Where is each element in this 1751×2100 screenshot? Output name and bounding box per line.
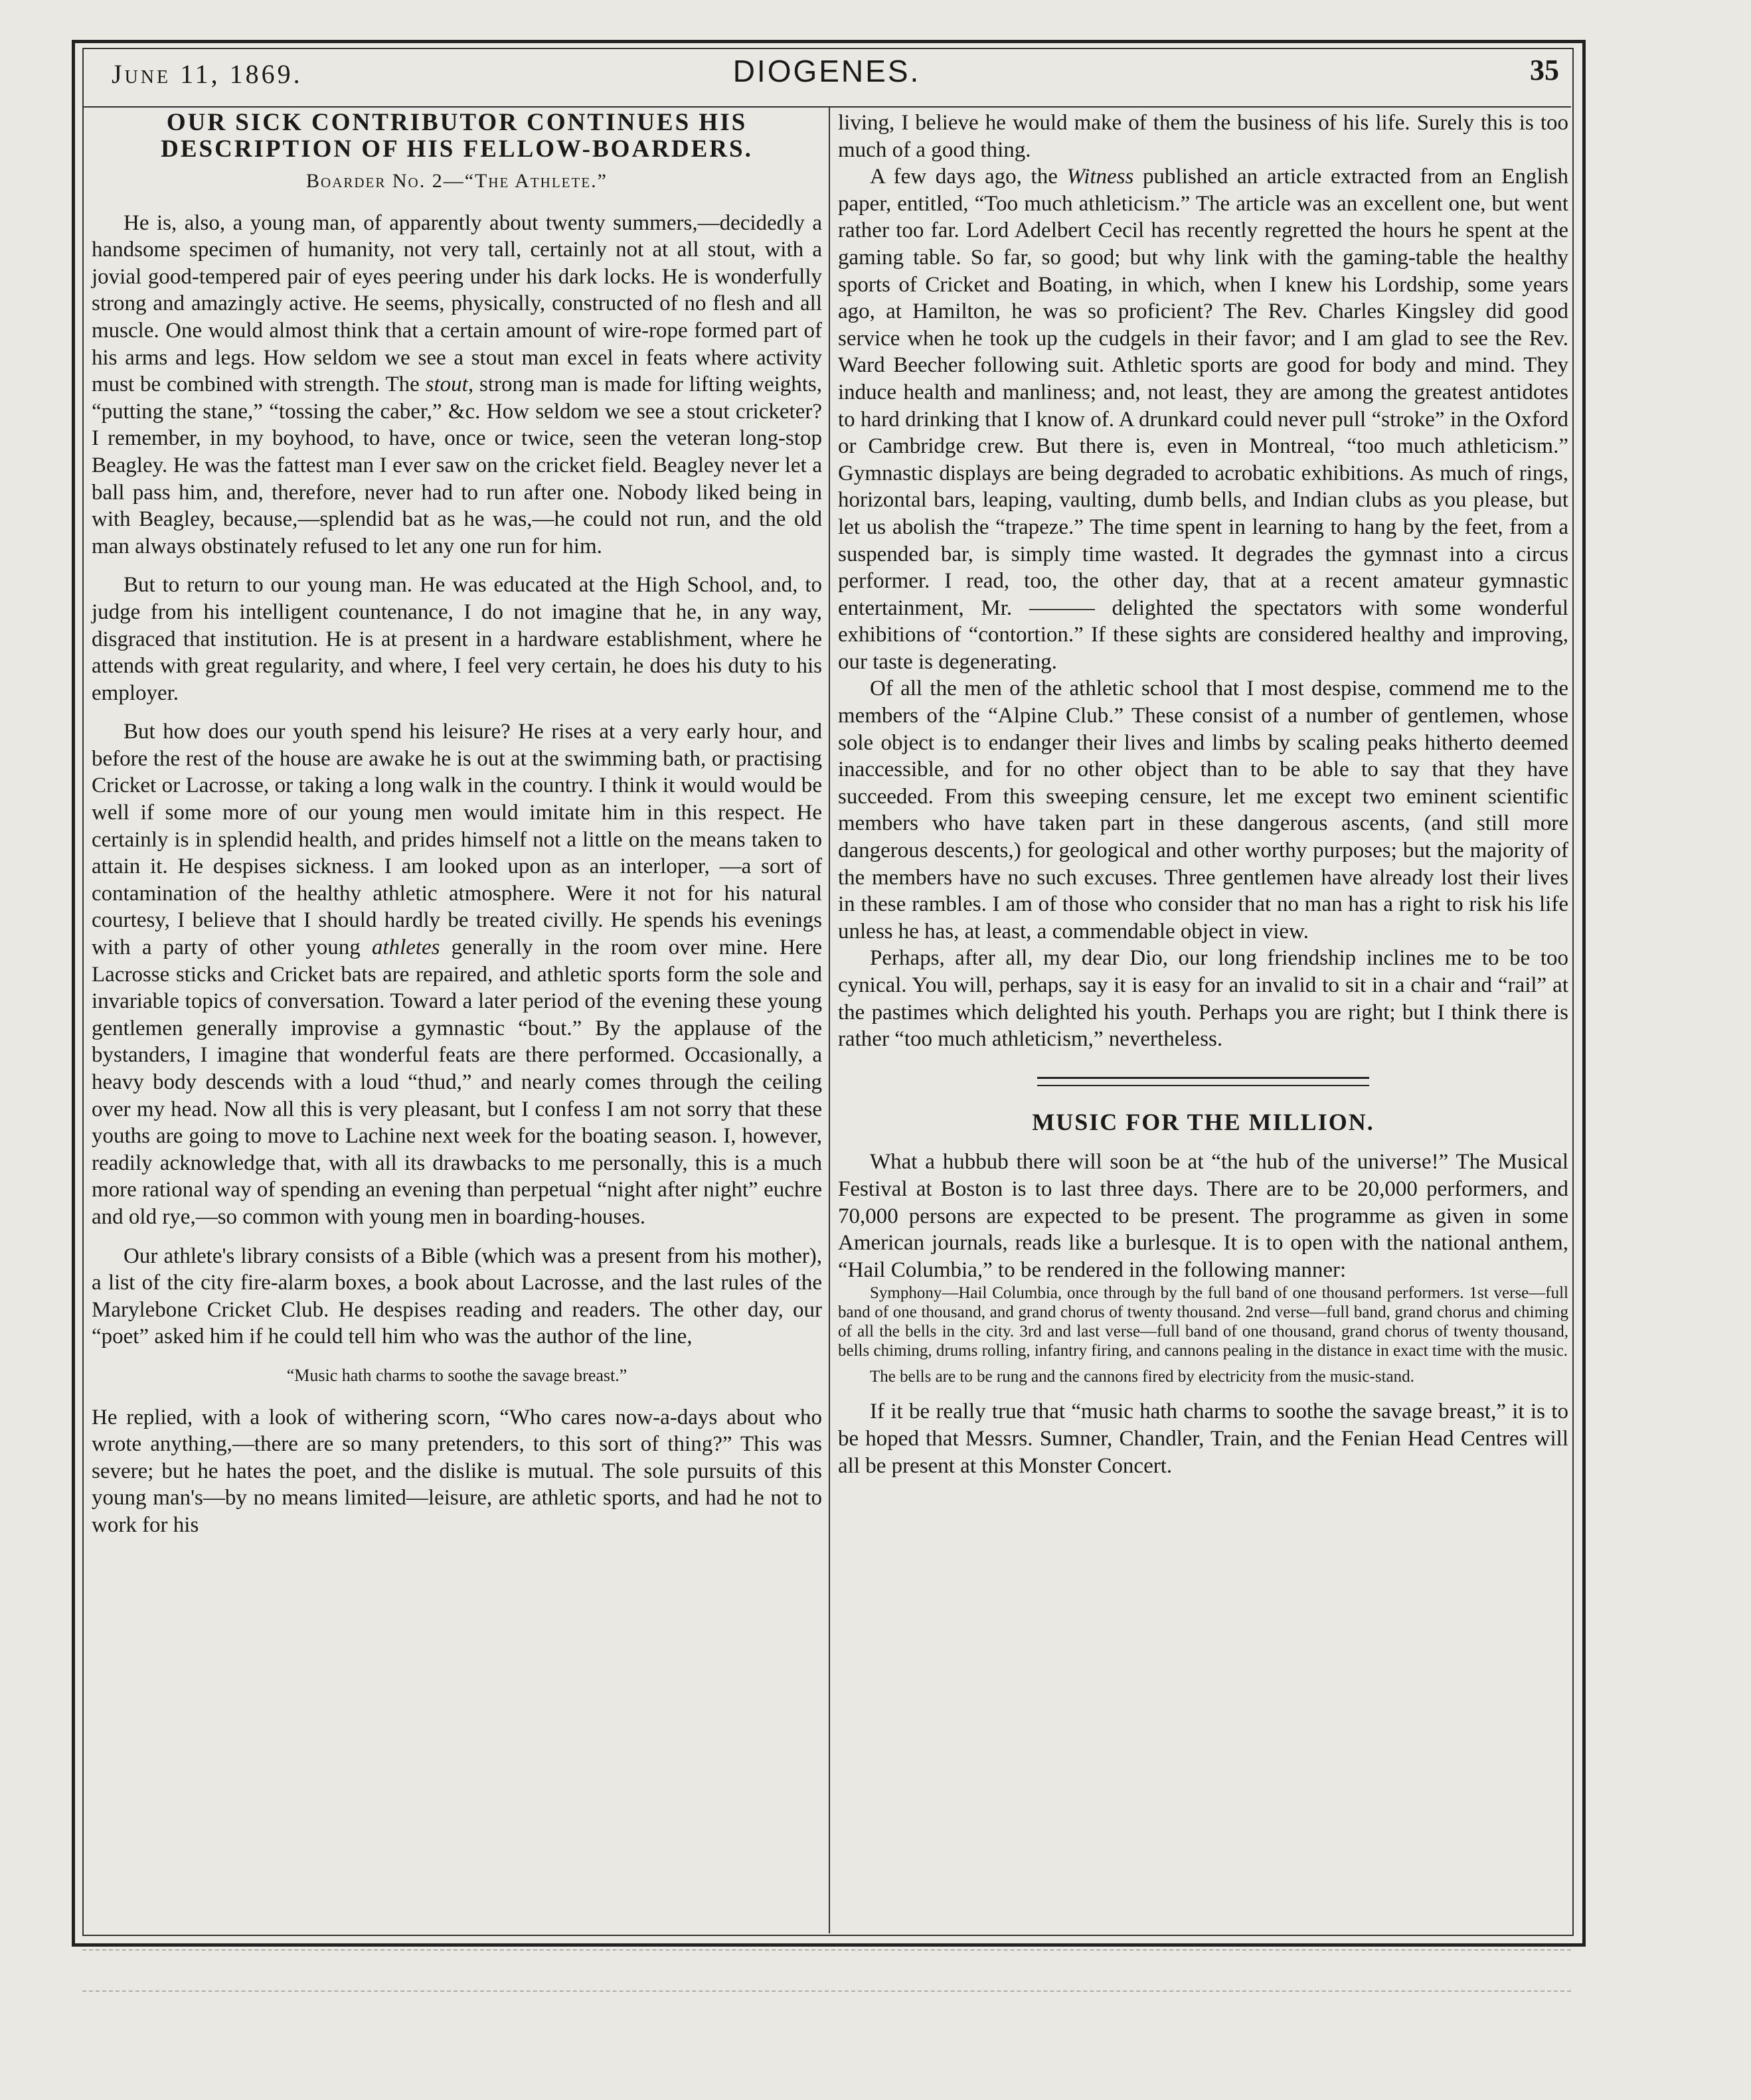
paragraph: What a hubbub there will soon be at “the hub of the universe!” The Musical Festival at Boston is to last three days. There are to be 20,000 performers, and 70,000 persons are expected to be present. The programme as given in some American journals, reads like a burlesque. It is to open with the national anthem, “Hail Columbia,” to be rendered in the following manner: [838,1150,1568,1282]
left-column [92,110,822,1539]
paragraph: He is, also, a young man, of apparently about twenty summers,—decidedly a handsome specimen of humanity, not very tall, certainly not at all stout, with a jovial good-tempered pair of eyes peering under his dark locks. He is wonderfully strong and amazingly active. He seems, physically, constructed of no flesh and all muscle. One would almost think that a certain amount of wire-rope formed part of his arms and legs. How seldom we see a stout man excel in feats where activity must be combined with strength. The stout, strong man is made for lifting weights, “putting the stane,” “tossing the caber,” &c. How seldom we see a stout cricketer? I remember, in my boyhood, to have, once or twice, seen the veteran long-stop Beagley. He was the fattest man I ever saw on the cricket field. Beagley never let a ball pass him, and, therefore, never had to run after one. Nobody liked being in with Beagley, because,—splendid bat as he was,—he could not run, and the old man always obstinately refused to let any one run for him. [92,210,823,558]
paragraph: But to return to our young man. He was educated at the High School, and, to judge from his intelligent countenance, I do not imagine that he, in any way, disgraced that institution. He is at present in a hardware establishment, where he attends with great regularity, and where, I feel very certain, he does his duty to his employer. [92,573,822,705]
paragraph: Our athlete's library consists of a Bible (which was a present from his mother), a list of the city fire-alarm boxes, a book about Lacrosse, and the last rules of the Marylebone Cricket Club. He despises reading and readers. The other day, our “poet” asked him if he could tell him who was the author of the line, [92,1244,822,1349]
article-title: MUSIC FOR THE MILLION. [1032,1108,1375,1135]
section-rule [1037,1077,1369,1086]
paragraph: living, I believe he would make of them the business of his life. Surely this is too much of a good thing. [838,111,1568,162]
column-divider [829,106,830,1933]
paragraph: But how does our youth spend his leisure? He rises at a very early hour, and before the rest of the house are awake he is out at the swimming bath, or practising Cricket or Lacrosse, or taking a long walk in the country. I think it would would be well if some more of our young men would imitate him in this respect. He certainly is in splendid health, and prides himself not a little on the means taken to attain it. He despises sickness. I am looked upon as an interloper, —a sort of contamination of the healthy athletic atmosphere. Were it not for his natural courtesy, I believe that I should hardly be treated civilly. He spends his evenings with a party of other young athletes generally in the room over mine. Here Lacrosse sticks and Cricket bats are repaired, and athletic sports form the sole and invariable topics of conversation. Toward a later period of the evening these young gentlemen generally improvise a gymnastic “bout.” By the applause of the bystanders, I imagine that wonderful feats are there performed. Occasionally, a heavy body descends with a loud “thud,” and nearly comes through the ceiling over my head. Now all this is very pleasant, but I confess I am not sorry that these youths are going to move to Lachine next week for the boating season. I, however, readily acknowledge that, with all its drawbacks to me personally, this is a much more rational way of spending an evening than perpetual “night after night” euchre and old rye,—so common with young men in boarding-houses. [92,720,822,1229]
programme-note: Symphony—Hail Columbia, once through by the full band of one thousand performers. 1st verse—full band of one thousand, and grand chorus of twenty thousand. 2nd verse—full band, grand chorus and chiming of all the bells in the city. 3rd and last verse—full band of one thousand, grand chorus of twenty thousand, bells chiming, drums rolling, infantry firing, and cannons pealing in the distance in exact time with the music. [838,1284,1568,1360]
page-header [82,48,1571,108]
article-subhead: Boarder No. 2—“The Athlete.” [306,170,608,192]
paragraph: A few days ago, the Witness published an article extracted from an English paper, entitled, “Too much athleticism.” The article was an excellent one, but went rather too far. Lord Adelbert Cecil has recently regretted the hours he spent at the gaming table. So far, so good; but why link with the gaming-table the healthy sports of Cricket and Boating, in which, when I knew his Lordship, some years ago, at Hamilton, he was so proficient? The Rev. Charles Kingsley did good service when he took up the cudgels in their favor; and I am glad to see the Rev. Ward Beecher following suit. Athletic sports are good for body and mind. They induce health and manliness; and, not least, they are among the greatest antidotes to hard drinking that I know of. A drunkard could never pull “stroke” in the Oxford or Cambridge crew. But there is, even in Montreal, “too much athleticism.” Gymnastic displays are being degraded to acrobatic exhibitions. As much of rings, horizontal bars, leaping, vaulting, dumb bells, and Indian clubs as you please, but let us abolish the “trapeze.” The time spent in learning to hang by the feet, from a suspended bar, is simply time wasted. It degrades the gymnast into a circus performer. I read, too, the other day, that at a recent amateur gymnastic entertainment, Mr. ——— delighted the spectators with some wonderful exhibitions of “contortion.” If these sights are considered healthy and improving, our taste is degenerating. [838,165,1569,674]
masthead-title: DIOGENES. [732,54,921,88]
paragraph: He replied, with a look of withering scorn, “Who cares now-a-days about who wrote anything,—there are so many pretenders, to this sort of thing?” This was severe; but he hates the poet, and the dislike is mutual. The sole pursuits of this young man's—by no means limited—leisure, are athletic sports, and had he not to work for his [92,1405,822,1537]
poem-quote: “Music hath charms to soothe the savage breast.” [286,1365,627,1385]
footer-strip [82,1949,1571,1992]
right-column [838,110,1568,1479]
paragraph: If it be really true that “music hath charms to soothe the savage breast,” it is to be hoped that Messrs. Sumner, Chandler, Train, and the Fenian Head Centres will all be present at this Monster Concert. [838,1400,1568,1478]
programme-note: The bells are to be rung and the cannons fired by electricity from the music-stand. [870,1368,1414,1386]
article-title: OUR SICK CONTRIBUTOR CONTINUES HIS DESCRIPTION OF HIS FELLOW-BOARDERS. [161,109,753,163]
paragraph: Of all the men of the athletic school that I most despise, commend me to the members of the “Alpine Club.” These consist of a number of gentlemen, whose sole object is to endanger their lives and limbs by scaling peaks hitherto deemed inaccessible, and for no other object than to be able to say that they have succeeded. From this sweeping censure, let me except two eminent scientific members who have taken part in these dangerous ascents, (and still more dangerous descents,) for geological and other worthy purposes; but the majority of the members have no such excuses. Three gentlemen have already lost their lives in these rambles. I am of those who consider that no man has a right to risk his life unless he has, at least, a commendable object in view. [838,677,1568,943]
issue-date: June 11, 1869. [112,59,303,89]
page-number: 35 [1530,54,1559,86]
paragraph: Perhaps, after all, my dear Dio, our long friendship inclines me to be too cynical. You will, perhaps, say it is easy for an invalid to sit in a chair and “rail” at the pastimes which delighted his youth. Perhaps you are right; but I think there is rather “too much athleticism,” nevertheless. [838,946,1568,1052]
